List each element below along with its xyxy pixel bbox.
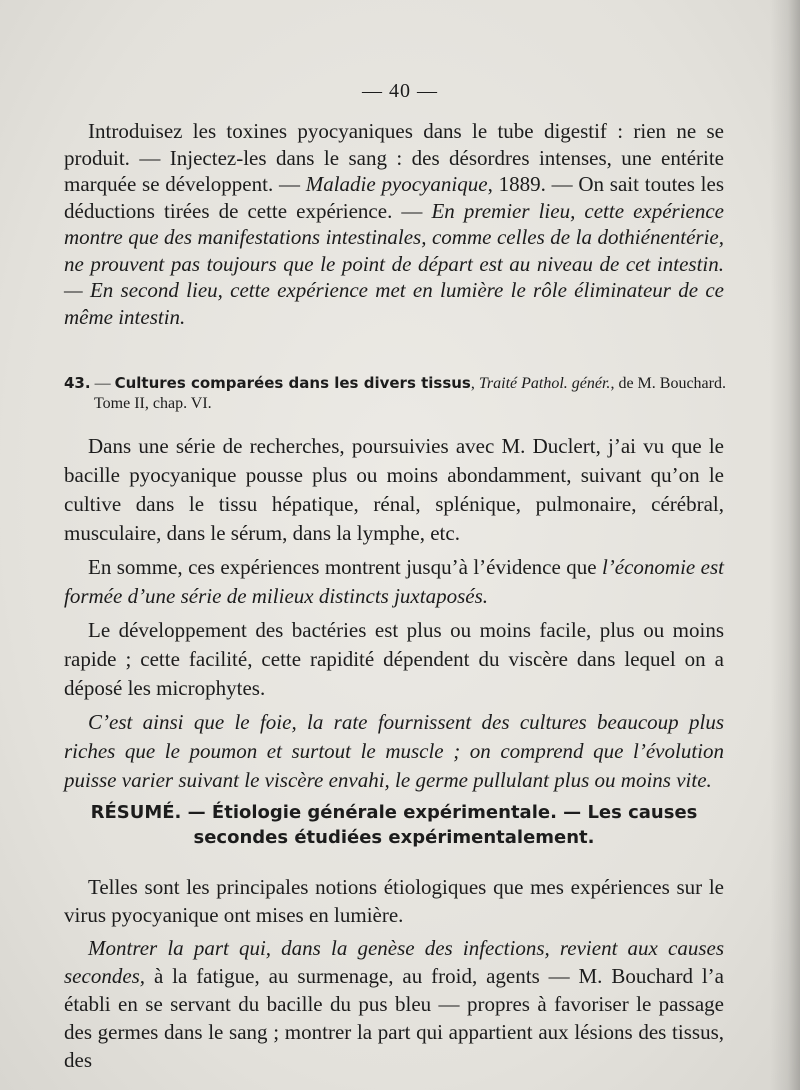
section-body [64, 432, 724, 795]
intro-paragraph [64, 118, 724, 330]
resume-heading-line2: secondes étudiées expérimentalement. [193, 827, 595, 848]
page-edge-shadow [770, 0, 800, 1090]
section-p2-text: En somme, ces expériences montrent jusqu’à l’évidence que [88, 555, 602, 579]
note-dash: — [90, 375, 115, 392]
note-reference: Traité Pathol. génér. [478, 375, 611, 392]
resume-heading [64, 800, 724, 850]
section-paragraph-2 [64, 553, 724, 611]
section-paragraph-1: Dans une série de recherches, poursuivies avec M. Duclert, j’ai vu que le bacille pyocyanique pousse plus ou moins abondamment, suivant qu’on le cultive dans le tissu hépatique, rénal, splénique, pulmonaire, cérébral, musculaire, dans le sérum, dans la lymphe, etc. [64, 434, 724, 545]
section-paragraph-4: C’est ainsi que le foie, la rate fournissent des cultures beaucoup plus riches que le poumon et surtout le muscle ; on comprend que l’évolution puisse varier suivant le viscère envahi, le germe pullulant plus ou moins vite. [64, 710, 724, 792]
note-reference-tail: , de M. Bouchard. [610, 375, 726, 392]
section-p2-italic: l’économie est formée d’une série de milieux distincts juxtaposés. [64, 555, 724, 608]
intro-paragraph-block [64, 118, 724, 330]
intro-text-cont: , 1889. — On sait toutes les déductions tirées de cette expérience. — [64, 172, 724, 223]
page-number: — 40 — [362, 80, 438, 102]
note-sep: , [470, 375, 479, 392]
closing-p2-italic: Montrer la part qui, dans la genèse des infections, revient aux causes secondes, [64, 936, 724, 988]
closing-body [64, 873, 724, 1074]
citation-title: Maladie pyocyanique [305, 172, 488, 196]
resume-heading-line1: RÉSUMÉ. — Étiologie générale expérimentale. — Les causes [90, 802, 698, 823]
closing-p2-text: à la fatigue, au surmenage, au froid, agents — M. Bouchard l’a établi en se servant du bacille du pus bleu — propres à favoriser le passage des germes dans le sang ; montrer la part qui appartient aux lésions des tissus, des [64, 964, 724, 1072]
footnote-43 [64, 373, 728, 414]
intro-text: Introduisez les toxines pyocyaniques dans le tube digestif : rien ne se produit. — Injectez-les dans le sang : des désordres intenses, une entérite marquée se développent. — [64, 119, 724, 196]
note-volume: Tome II, chap. VI. [94, 395, 212, 412]
closing-paragraph-2 [64, 934, 724, 1074]
note-number: 43. [64, 374, 91, 392]
closing-paragraph-1: Telles sont les principales notions étiologiques que mes expériences sur le virus pyocyanique ont mises en lumière. [64, 875, 724, 927]
note-title: Cultures comparées dans les divers tissus [114, 374, 471, 392]
section-paragraph-3: Le développement des bactéries est plus ou moins facile, plus ou moins rapide ; cette facilité, cette rapidité dépendent du viscère dans lequel on a déposé les microphytes. [64, 618, 724, 700]
intro-italic-text: En premier lieu, cette expérience montre que des manifestations intestinales, comme celles de la dothiénentérie, ne prouvent pas toujours que le point de départ est au niveau de cet intestin. — En second lieu, cette expérience met en lumière le rôle éliminateur de ce même intestin. [64, 198, 724, 329]
